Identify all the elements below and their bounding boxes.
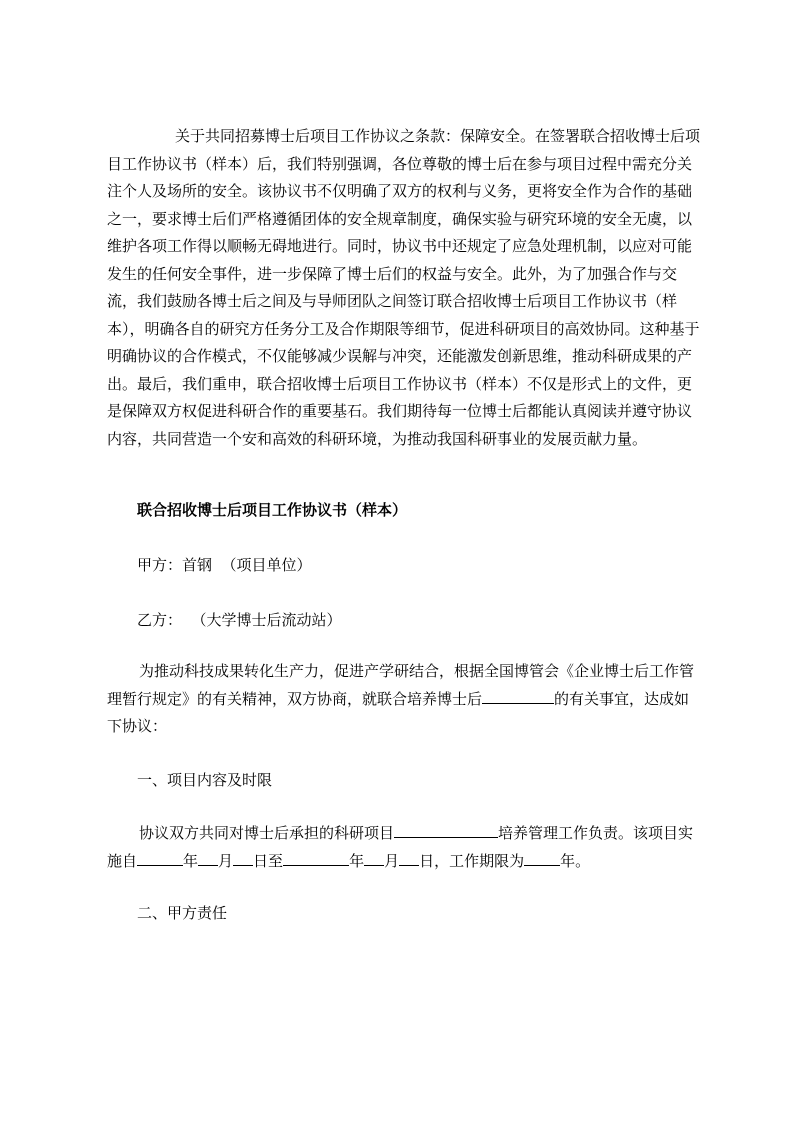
year-label-1: 年 [183, 851, 199, 870]
party-b-line: 乙方： （大学博士后流动站） [137, 611, 342, 629]
start-year-blank[interactable] [137, 851, 183, 866]
purpose-paragraph [107, 658, 700, 741]
year-label-2: 年 [349, 851, 365, 870]
term-years-blank[interactable] [524, 851, 560, 866]
start-month-blank[interactable] [198, 851, 218, 866]
end-month-blank[interactable] [364, 851, 384, 866]
section-1-text-1: 协议双方共同对博士后承担的科研项目 [139, 824, 395, 842]
postdoc-name-blank[interactable] [482, 689, 554, 704]
party-a-line: 甲方：首钢 （项目单位） [137, 556, 312, 574]
intro-text: 关于共同招募博士后项目工作协议之条款：保障安全。在签署联合招收博士后项目工作协议书（样本）后，我们特别强调，各位尊敬的博士后在参与项目过程中需充分关注个人及场所的安全。该协议书不仅明确了双方的权利与义务，更将安全作为合作的基础之一，要求博士后们严格遵循团体的安全规章制度，确保实验与研究环境的安全无虞，以维护各项工作得以顺畅无碍地进行。同时，协议书中还规定了应急处理机制，以应对可能发生的任何安全事件，进一步保障了博士后们的权益与安全。此外，为了加强合作与交流，我们鼓励各博士后之间及与导师团队之间签订联合招收博士后项目工作协议书（样本），明确各自的研究方任务分工及合作期限等细节，促进科研项目的高效协同。这种基于明确协议的合作模式，不仅能够减少误解与冲突，还能激发创新思维，推动科研成果的产出。最后，我们重申，联合招收博士后项目工作协议书（样本）不仅是形式上的文件，更是保障双方权促进科研合作的重要基石。我们期待每一位博士后都能认真阅读并遵守协议内容，共同营造一个安和高效的科研环境，为推动我国科研事业的发展贡献力量。 [107, 127, 701, 448]
purpose-text-1: 为推动科技成果转化生产力，促进产学研结合，根据全国博管会《企业博士后工作管理暂行规定》的有关精神，双方协商，就联合培养博士后 [107, 662, 695, 708]
project-name-blank[interactable] [394, 823, 498, 838]
start-day-blank[interactable] [233, 851, 253, 866]
year-label-end: 年。 [560, 851, 591, 870]
section-2-heading: 二、甲方责任 [137, 904, 228, 922]
day-label-1: 日至 [253, 851, 284, 870]
end-day-blank[interactable] [399, 851, 419, 866]
section-1-heading: 一、项目内容及时限 [137, 771, 273, 789]
agreement-title: 联合招收博士后项目工作协议书（样本） [137, 501, 408, 519]
end-year-blank[interactable] [283, 851, 349, 866]
section-1-paragraph [107, 820, 700, 875]
intro-paragraph [107, 123, 700, 453]
section-1-text-2: 培养管理工作负责。该项目实施自 [107, 824, 694, 870]
purpose-text-2: 的有关事宜，达成如下协议： [107, 689, 690, 735]
day-label-2: 日，工作期限为 [419, 851, 525, 870]
month-label-1: 月 [218, 851, 234, 870]
month-label-2: 月 [384, 851, 400, 870]
